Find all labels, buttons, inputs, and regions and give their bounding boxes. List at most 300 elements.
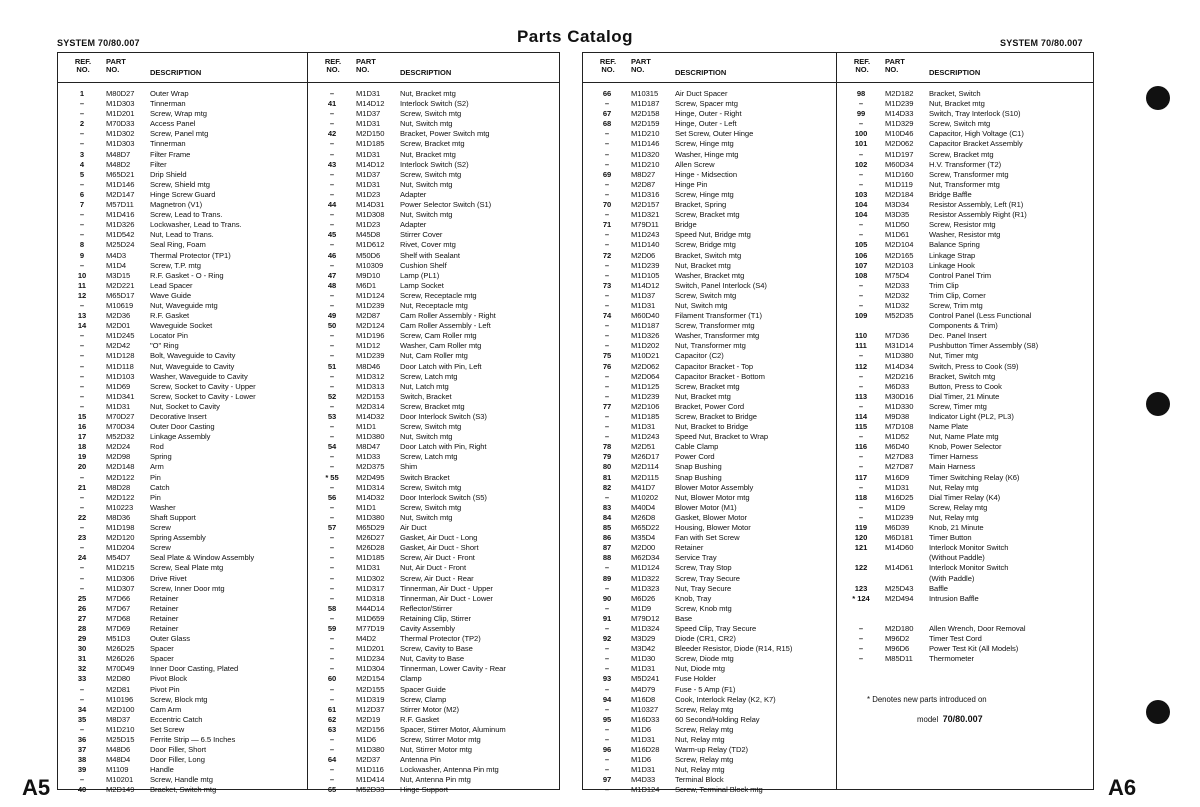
description: Screw, Bracket mtg: [675, 210, 740, 220]
table-row: [583, 513, 836, 523]
table-row: [58, 735, 307, 745]
ref-no: 58: [327, 603, 337, 613]
table-row: [837, 654, 1093, 664]
table-row: [583, 351, 836, 361]
part-no: M2D148: [106, 462, 135, 472]
part-no: M1D23: [356, 220, 381, 230]
ref-no: –: [329, 745, 335, 755]
description: Filter Frame: [150, 149, 191, 159]
table-row: [583, 462, 836, 472]
part-no: M70D33: [106, 119, 135, 129]
table-row: [58, 372, 307, 382]
part-no: M25D43: [885, 583, 914, 593]
table-row: [583, 372, 836, 382]
description: Decorative Insert: [150, 412, 207, 421]
table-row: [583, 412, 836, 422]
description: Capacitor Bracket - Top: [675, 361, 754, 371]
table-row: [58, 210, 307, 220]
part-no: M2D87: [631, 179, 656, 189]
part-no: M1D243: [631, 230, 660, 240]
description: Nut, Bracket mtg: [675, 260, 731, 270]
part-no: M14D33: [885, 109, 914, 119]
description: Screw, Diode mtg: [675, 654, 734, 664]
description: Interlock Switch (S2): [400, 159, 469, 169]
ref-no: –: [858, 482, 864, 492]
table-column: [583, 53, 837, 795]
table-row: [837, 291, 1093, 301]
part-no: M8D36: [106, 512, 131, 522]
ref-no: 29: [77, 634, 87, 644]
description: Switch, Panel Interlock (S4): [675, 280, 767, 290]
part-no: M1D31: [356, 89, 381, 98]
table-row: [58, 261, 307, 271]
ref-no: 26: [77, 603, 87, 613]
description: Nut, Relay mtg: [675, 735, 725, 744]
ref-no: –: [858, 99, 864, 109]
description: Resistor Assembly Right (R1): [929, 210, 1027, 220]
ref-no: –: [604, 785, 610, 795]
part-no: M1D118: [106, 361, 134, 371]
table-row: [58, 190, 307, 200]
description: Magnetron (V1): [150, 200, 203, 210]
part-no: M2D149: [106, 785, 135, 795]
description: Allen Wrench, Door Removal: [929, 623, 1026, 633]
ref-no: 10: [77, 270, 87, 280]
part-no: M1D204: [106, 543, 135, 553]
system-label-left: SYSTEM 70/80.007: [57, 38, 140, 48]
table-row: [308, 654, 559, 664]
table-row: [58, 230, 307, 240]
description: Washer, Waveguide to Cavity: [150, 371, 248, 381]
description: Hinge Support: [400, 785, 448, 795]
part-no: M2D495: [356, 472, 385, 482]
part-no: M62D34: [631, 553, 660, 563]
part-no: M1D302: [106, 129, 135, 139]
ref-no: –: [604, 724, 610, 734]
description: Screw, Relay mtg: [675, 755, 734, 765]
ref-no: –: [79, 341, 85, 351]
description: Screw, Relay mtg: [675, 724, 734, 734]
table-row: [837, 372, 1093, 382]
description: Screw, Relay mtg: [929, 502, 988, 512]
ref-no: 107: [854, 260, 868, 270]
description-header: DESCRIPTION: [150, 68, 202, 77]
part-no: M2D314: [356, 401, 385, 411]
ref-no: 23: [77, 533, 87, 543]
part-no: M57D11: [106, 200, 134, 210]
description: Warm-up Relay (TD2): [675, 745, 749, 755]
part-no: M1D239: [356, 351, 385, 361]
part-no: M1D187: [631, 321, 660, 331]
description: Outer Door Casting: [150, 422, 215, 432]
table-row: [837, 624, 1093, 634]
part-no: M2D19: [356, 714, 381, 724]
ref-no: 69: [602, 169, 612, 179]
description: Shelf with Sealant: [400, 250, 460, 260]
table-row: [583, 341, 836, 351]
ref-no: 68: [602, 119, 612, 129]
table-row: [837, 604, 1093, 614]
table-row: [308, 341, 559, 351]
description: H.V. Transformer (T2): [929, 159, 1002, 169]
description: Power Test Kit (All Models): [929, 644, 1019, 654]
description: Timer Test Cord: [929, 634, 982, 644]
part-no: M41D7: [631, 482, 656, 492]
ref-no: 122: [854, 563, 868, 573]
table-row: [308, 291, 559, 301]
table-row: [837, 452, 1093, 462]
table-row: [58, 473, 307, 483]
description: Retainer: [150, 623, 179, 633]
description: Screw, Knob mtg: [675, 603, 732, 613]
table-row: [837, 99, 1093, 109]
ref-no: –: [329, 533, 335, 543]
part-no: M2D156: [356, 724, 385, 734]
description: Stirrer Motor (M2): [400, 704, 460, 714]
ref-no: –: [329, 432, 335, 442]
part-no: M26D27: [356, 533, 385, 543]
table-row: [58, 634, 307, 644]
ref-no: –: [79, 573, 85, 583]
table-row: [58, 119, 307, 129]
table-row: [308, 321, 559, 331]
description: Lamp (PL1): [400, 270, 440, 280]
ref-no: –: [329, 553, 335, 563]
table-row: [58, 281, 307, 291]
ref-no: –: [79, 523, 85, 533]
part-no: M7D36: [885, 331, 910, 341]
ref-no: 38: [77, 755, 87, 765]
table-row: [583, 220, 836, 230]
description: Cam Roller Assembly - Right: [400, 311, 496, 321]
table-row: [308, 432, 559, 442]
table-row: [583, 543, 836, 553]
ref-no: –: [79, 300, 85, 310]
description: Bracket, Power Switch mtg: [400, 129, 490, 139]
table-row: [58, 695, 307, 705]
description: Dial Timer Relay (K4): [929, 492, 1001, 502]
table-row: [837, 584, 1093, 594]
ref-no: 20: [77, 462, 87, 472]
description: Capacitor Bracket Assembly: [929, 139, 1023, 149]
ref-no: –: [79, 401, 85, 411]
description: Retainer: [150, 603, 179, 613]
description: Control Panel Trim: [929, 270, 991, 280]
description: Thermal Protector (TP2): [400, 634, 481, 644]
ref-no: –: [604, 704, 610, 714]
table-row: [308, 251, 559, 261]
table-row: [583, 452, 836, 462]
part-no: M1D23: [356, 189, 381, 199]
description: Reflector/Stirrer: [400, 603, 453, 613]
table-row: [58, 271, 307, 281]
ref-no: –: [329, 502, 335, 512]
part-no: M1D31: [631, 300, 656, 310]
ref-no: –: [79, 492, 85, 502]
description: Screw, Handle mtg: [150, 775, 213, 785]
table-row: [58, 503, 307, 513]
ref-no: 64: [327, 755, 337, 765]
ref-no: 72: [602, 250, 612, 260]
part-no: M8D46: [356, 361, 381, 371]
part-no: M2D104: [885, 240, 914, 250]
description: Gasket, Blower Motor: [675, 512, 748, 522]
ref-no: 74: [602, 311, 612, 321]
description: Nut, Switch mtg: [400, 210, 453, 220]
part-no: M1D202: [631, 341, 660, 351]
part-no: M14D12: [356, 99, 385, 109]
part-no: M1D187: [631, 99, 660, 109]
ref-no: –: [329, 593, 335, 603]
table-row: [58, 644, 307, 654]
table-row: [58, 775, 307, 785]
part-no: M10202: [631, 492, 659, 502]
part-no: M2D064: [631, 371, 660, 381]
part-no: M1D116: [356, 765, 384, 775]
part-no: M10D21: [631, 351, 660, 361]
table-row: [583, 160, 836, 170]
description: Screw, Hinge mtg: [675, 139, 734, 149]
parts-table-right: [582, 52, 1094, 795]
description: Nut, Switch mtg: [400, 119, 453, 129]
table-row: [58, 654, 307, 664]
part-no: M1D105: [631, 270, 660, 280]
ref-no: 87: [602, 543, 612, 553]
part-no: M2D375: [356, 462, 385, 472]
ref-no: –: [604, 664, 610, 674]
table-row: [837, 523, 1093, 533]
ref-no: 28: [77, 623, 87, 633]
part-no: M1D196: [356, 331, 385, 341]
table-row: [837, 180, 1093, 190]
description: Bracket, Spring: [675, 200, 727, 210]
description: Screw, Hinge mtg: [675, 189, 734, 199]
description: Air Duct Spacer: [675, 89, 728, 98]
ref-no: –: [604, 654, 610, 664]
table-row: [308, 725, 559, 735]
part-no: M2D122: [106, 472, 135, 482]
table-row: [583, 584, 836, 594]
description: Washer, Cam Roller mtg: [400, 341, 482, 351]
ref-no: –: [329, 563, 335, 573]
table-row: [58, 432, 307, 442]
description: Antenna Pin: [400, 755, 441, 765]
description: Capacitor, High Voltage (C1): [929, 129, 1024, 139]
description: Nut, Bracket to Bridge: [675, 422, 749, 432]
description: Nut, Antenna Pin mtg: [400, 775, 471, 785]
description-header: DESCRIPTION: [400, 68, 452, 77]
part-no: M1D239: [356, 300, 385, 310]
description: Switch, Tray Interlock (S10): [929, 109, 1021, 119]
table-row: [583, 765, 836, 775]
part-no: M14D32: [356, 412, 385, 421]
description: Lead Spacer: [150, 280, 193, 290]
ref-no: 36: [77, 735, 87, 744]
table-row: [308, 785, 559, 795]
description: Nut, Bracket mtg: [675, 391, 731, 401]
table-row: [58, 523, 307, 533]
ref-no: 105: [854, 240, 868, 250]
description: Nut, Bracket mtg: [400, 149, 456, 159]
part-no: M1D30: [631, 654, 656, 664]
table-column: [308, 53, 559, 795]
ref-no: –: [604, 210, 610, 220]
part-no: M25D24: [106, 240, 135, 250]
ref-no: 116: [854, 442, 868, 452]
table-row: [837, 240, 1093, 250]
description: Nut, Switch mtg: [400, 432, 453, 442]
column-header: [837, 53, 1093, 83]
description: Spacer, Stirrer Motor, Aluminum: [400, 724, 506, 734]
table-row: [308, 109, 559, 119]
description: Cook, Interlock Relay (K2, K7): [675, 694, 776, 704]
ref-no: 88: [602, 553, 612, 563]
table-row: [58, 392, 307, 402]
table-row: [583, 170, 836, 180]
ref-no: 43: [327, 159, 337, 169]
table-row: [58, 624, 307, 634]
part-no: M1D6: [356, 735, 377, 744]
description: Control Panel (Less Functional: [929, 311, 1032, 321]
description: Clamp: [400, 674, 422, 684]
part-no: M1D317: [356, 583, 385, 593]
ref-no: 59: [327, 623, 337, 633]
description: Capacitor (C2): [675, 351, 724, 361]
ref-no: 1: [79, 89, 85, 98]
table-row: [583, 89, 836, 99]
description: Name Plate: [929, 422, 969, 432]
description: Nut, Timer mtg: [929, 351, 979, 361]
table-row: [58, 362, 307, 372]
ref-no: 17: [77, 432, 87, 442]
part-no: M3D35: [885, 210, 910, 220]
description: Screw: [150, 543, 171, 553]
table-row: [58, 412, 307, 422]
table-row: [308, 644, 559, 654]
ref-no: –: [79, 179, 85, 189]
description: Nut, Cam Roller mtg: [400, 351, 468, 361]
ref-no: –: [604, 583, 610, 593]
description: Bracket, Switch mtg: [929, 371, 996, 381]
ref-no: –: [79, 694, 85, 704]
description: Screw, Socket to Cavity - Upper: [150, 381, 256, 391]
part-no: M2D100: [106, 704, 135, 714]
part-no: M1D9: [631, 603, 652, 613]
part-no: M1D318: [356, 593, 385, 603]
ref-no: 50: [327, 321, 337, 331]
description: Knob, Tray: [675, 593, 712, 603]
ref-no: 33: [77, 674, 87, 684]
description: Nut, Lead to Trans.: [150, 230, 214, 240]
ref-no: 70: [602, 200, 612, 210]
part-no-header: PART NO.: [106, 57, 126, 74]
table-row: [837, 362, 1093, 372]
part-no: M14D32: [356, 492, 385, 502]
table-row: [583, 301, 836, 311]
ref-no: –: [604, 412, 610, 421]
table-row: [58, 493, 307, 503]
description: Nut, Bracket mtg: [929, 99, 985, 109]
ref-no: 102: [854, 159, 868, 169]
table-row: [308, 503, 559, 513]
table-row: [583, 634, 836, 644]
part-no: M1D201: [356, 644, 385, 654]
table-row: [308, 533, 559, 543]
page-number-left: A5: [22, 775, 51, 800]
description: Service Tray: [675, 553, 717, 563]
ref-no: –: [604, 391, 610, 401]
part-no: M14D31: [356, 200, 385, 210]
table-row: [308, 89, 559, 99]
description: Screw, Panel mtg: [150, 129, 209, 139]
ref-no: –: [858, 654, 864, 664]
ref-no: –: [79, 210, 85, 220]
ref-no: 12: [77, 290, 87, 300]
part-no: M48D6: [106, 745, 131, 755]
table-row: [58, 99, 307, 109]
ref-no: –: [858, 381, 864, 391]
part-no: M2D42: [106, 341, 131, 351]
table-row: [58, 785, 307, 795]
ref-no: –: [604, 260, 610, 270]
ref-no: –: [604, 684, 610, 694]
description: Fuse - 5 Amp (F1): [675, 684, 736, 694]
ref-no: –: [79, 583, 85, 593]
table-row: [583, 725, 836, 735]
description-header: DESCRIPTION: [929, 68, 981, 77]
table-row: [308, 664, 559, 674]
part-no: M1D197: [885, 149, 914, 159]
ref-no: 11: [78, 280, 86, 290]
description: Screw, Tray Secure: [675, 573, 740, 583]
description: Balance Spring: [929, 240, 980, 250]
ref-no: –: [79, 361, 85, 371]
description: Switch Bracket: [400, 472, 450, 482]
part-no: M2D24: [106, 442, 131, 452]
part-no: M52D35: [885, 311, 914, 321]
table-row: [583, 119, 836, 129]
ref-no: –: [329, 512, 335, 522]
ref-no: 106: [854, 250, 868, 260]
table-row: [837, 513, 1093, 523]
part-no-header: PART NO.: [885, 57, 905, 74]
description: Bolt, Waveguide to Cavity: [150, 351, 236, 361]
description: Spring Assembly: [150, 533, 206, 543]
part-no: M1D185: [356, 553, 385, 563]
table-row: [583, 139, 836, 149]
part-no: M1D303: [106, 139, 135, 149]
table-row: [308, 473, 559, 483]
table-row: [837, 533, 1093, 543]
ref-no: 51: [327, 361, 337, 371]
part-no: M1D31: [631, 664, 656, 674]
description: Nut, Air Duct - Front: [400, 563, 467, 573]
description: Screw, Switch mtg: [675, 290, 737, 300]
part-no: M5D241: [631, 674, 660, 684]
table-row: [308, 160, 559, 170]
table-row: [308, 170, 559, 180]
ref-no: –: [604, 99, 610, 109]
part-no: M2D103: [885, 260, 914, 270]
part-no: M1D31: [356, 179, 381, 189]
table-row: [58, 452, 307, 462]
part-no: M16D8: [631, 694, 656, 704]
table-row: [583, 715, 836, 725]
description: Blower Motor (M1): [675, 502, 737, 512]
table-row: [583, 563, 836, 573]
description: Washer, Transformer mtg: [675, 331, 760, 341]
ref-no: 61: [327, 704, 337, 714]
